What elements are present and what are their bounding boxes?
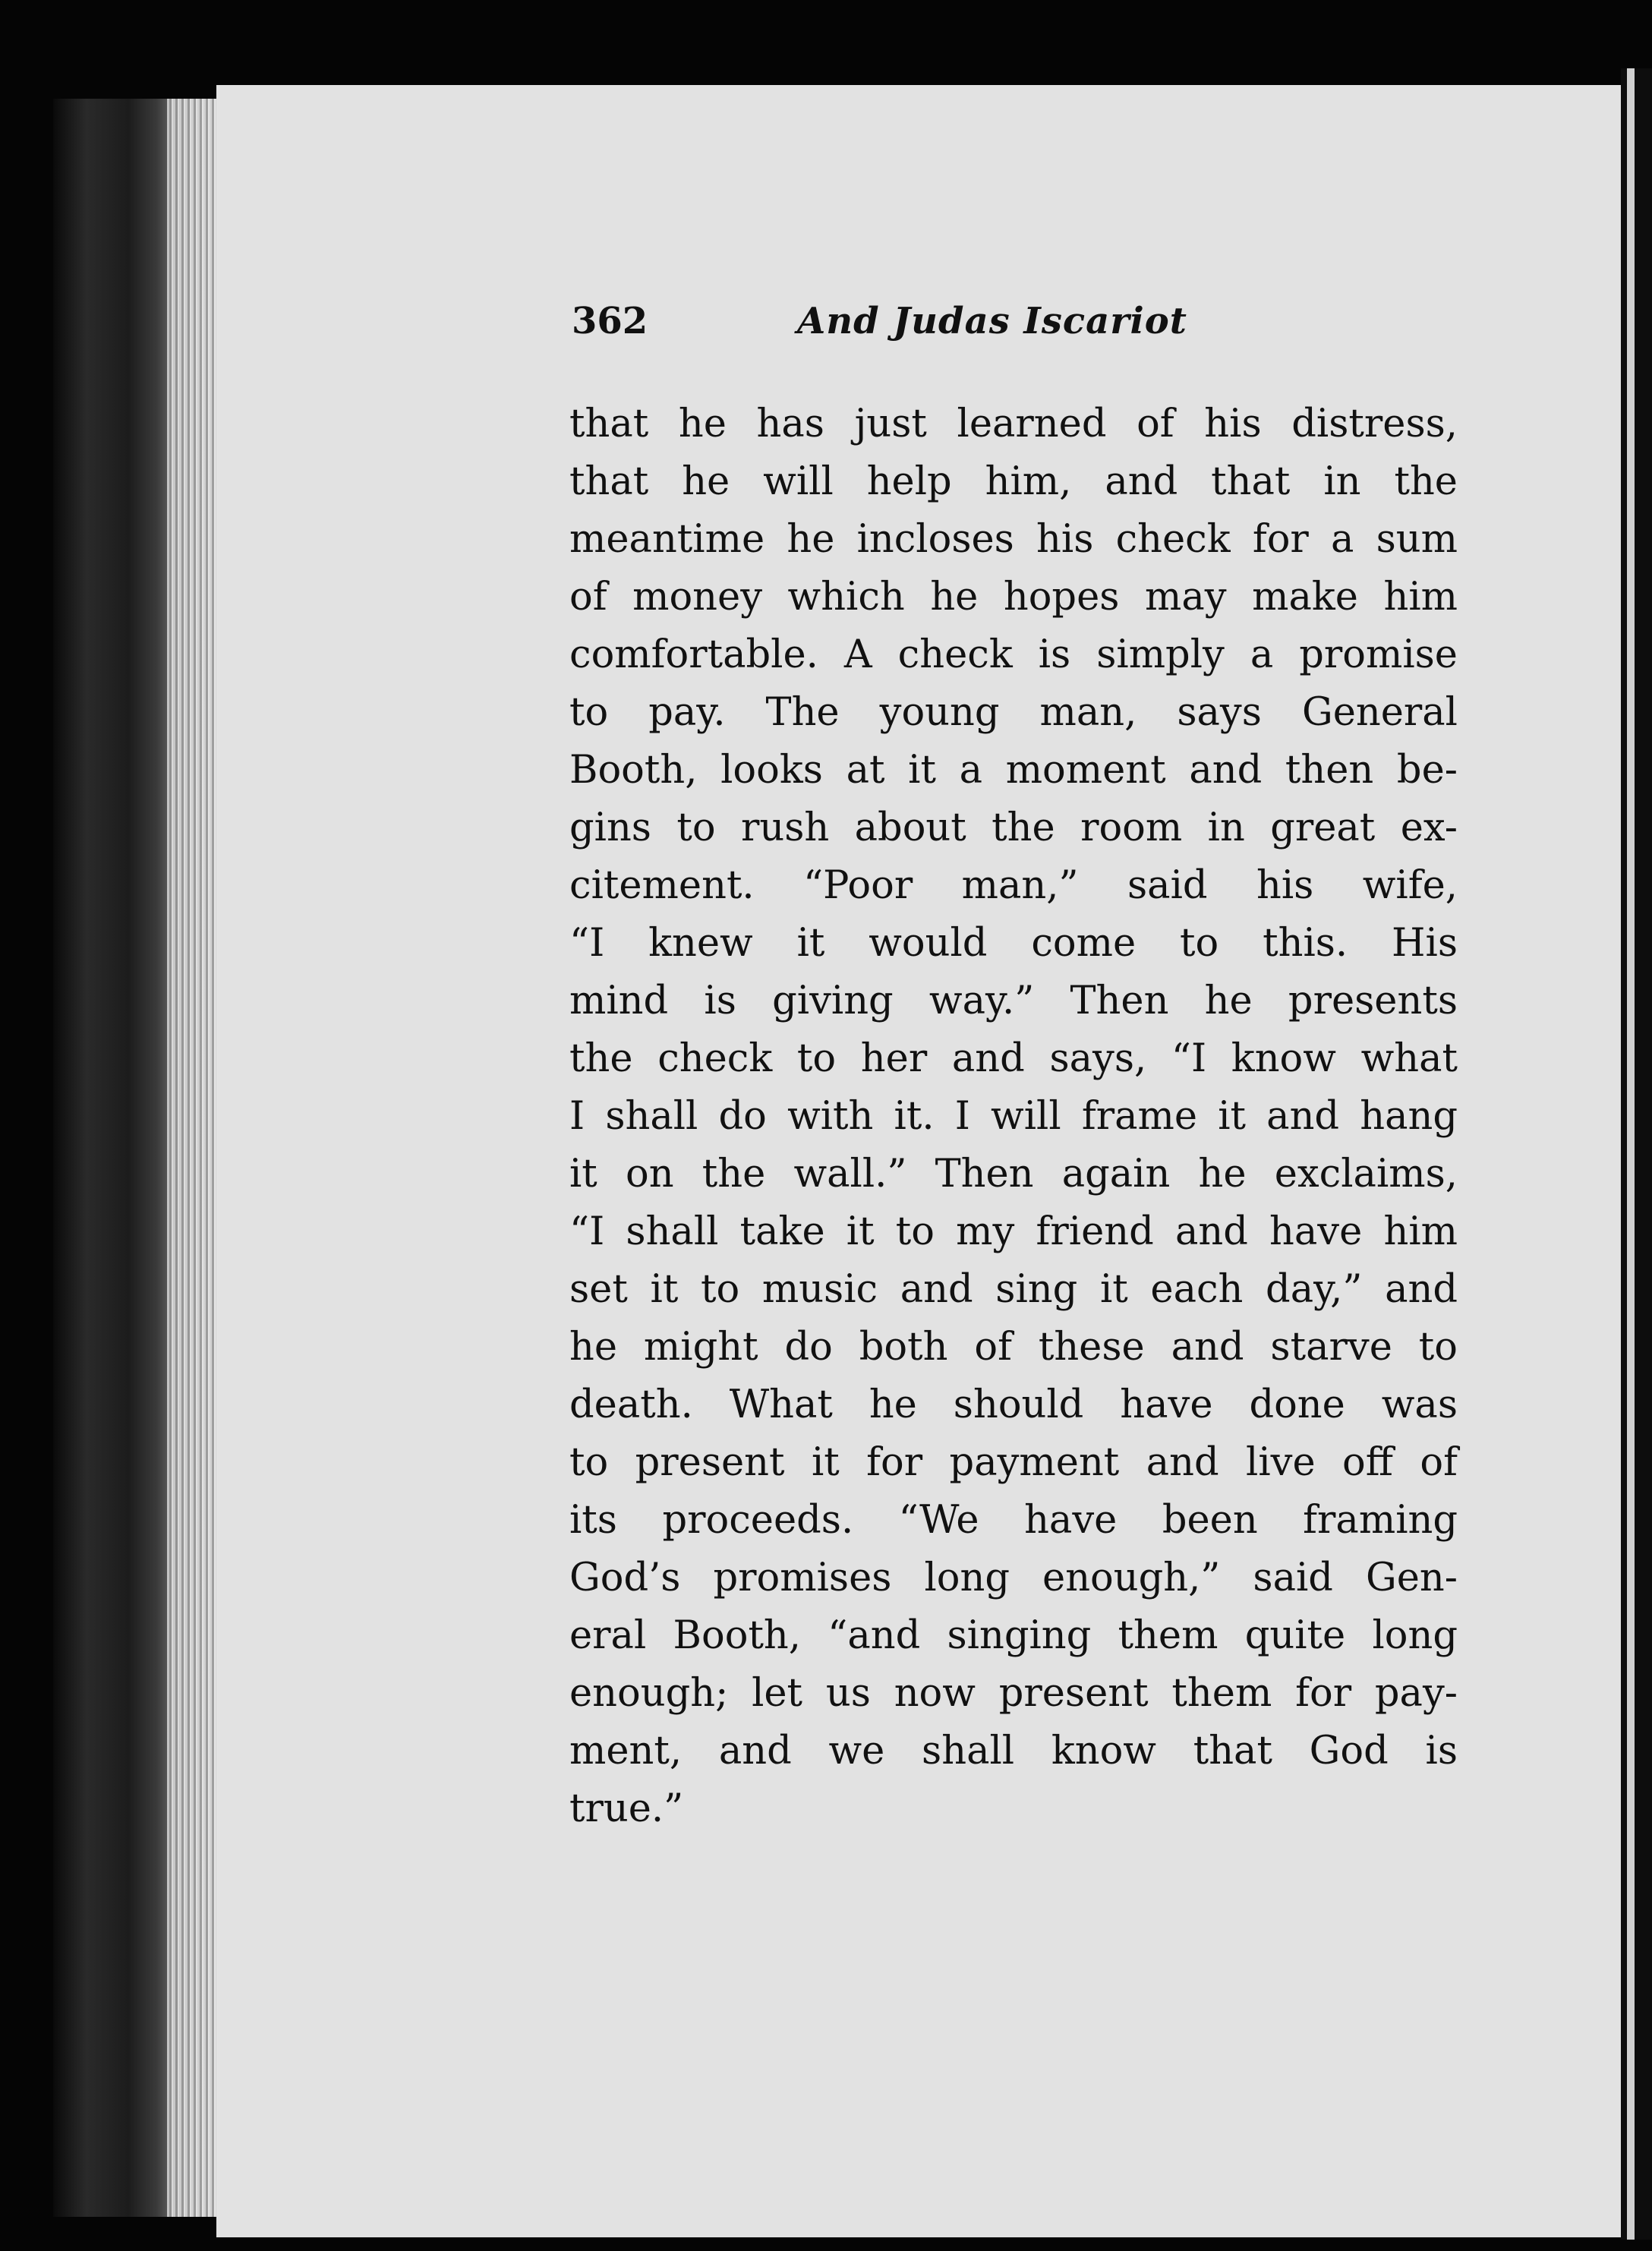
page-header: [572, 300, 1452, 361]
text-line: citement. “Poor man,” said his wife,: [569, 863, 1458, 908]
text-line: to present it for payment and live off of: [569, 1440, 1458, 1485]
text-line: comfortable. A check is simply a promise: [569, 632, 1458, 677]
body-text: [569, 396, 1458, 1838]
text-line: it on the wall.” Then again he exclaims,: [569, 1152, 1458, 1196]
text-line: Booth, looks at it a moment and then be-: [569, 748, 1458, 793]
text-line: set it to music and sing it each day,” and: [569, 1267, 1458, 1312]
text-line: death. What he should have done was: [569, 1382, 1458, 1427]
text-line: “I shall take it to my friend and have him: [569, 1209, 1458, 1254]
text-line: mind is giving way.” Then he presents: [569, 979, 1458, 1023]
facing-page-edge: [1621, 68, 1652, 2240]
text-line: ment, and we shall know that God is: [569, 1729, 1458, 1773]
text-line: of money which he hopes may make him: [569, 575, 1458, 619]
text-line: true.”: [569, 1786, 684, 1831]
text-line: he might do both of these and starve to: [569, 1325, 1458, 1370]
text-line: “I knew it would come to this. His: [569, 921, 1458, 966]
facing-page-edge-line: [1627, 68, 1635, 2240]
page-edges: [167, 99, 220, 2217]
text-line: to pay. The young man, says General: [569, 690, 1458, 735]
text-line: meantime he incloses his check for a sum: [569, 517, 1458, 562]
text-line: gins to rush about the room in great ex-: [569, 806, 1458, 850]
text-line: that he has just learned of his distress,: [569, 402, 1458, 446]
text-line: God’s promises long enough,” said Gen-: [569, 1556, 1458, 1600]
text-line: eral Booth, “and singing them quite long: [569, 1613, 1458, 1658]
running-head: And Judas Iscariot: [797, 300, 1187, 342]
text-line: the check to her and says, “I know what: [569, 1036, 1458, 1081]
text-line: that he will help him, and that in the: [569, 459, 1458, 504]
page-number: 362: [572, 300, 648, 342]
book-spine-edge: [53, 99, 220, 2217]
text-line: I shall do with it. I will frame it and hang: [569, 1094, 1458, 1139]
text-line: enough; let us now present them for pay-: [569, 1671, 1458, 1716]
text-line: its proceeds. “We have been framing: [569, 1498, 1458, 1543]
